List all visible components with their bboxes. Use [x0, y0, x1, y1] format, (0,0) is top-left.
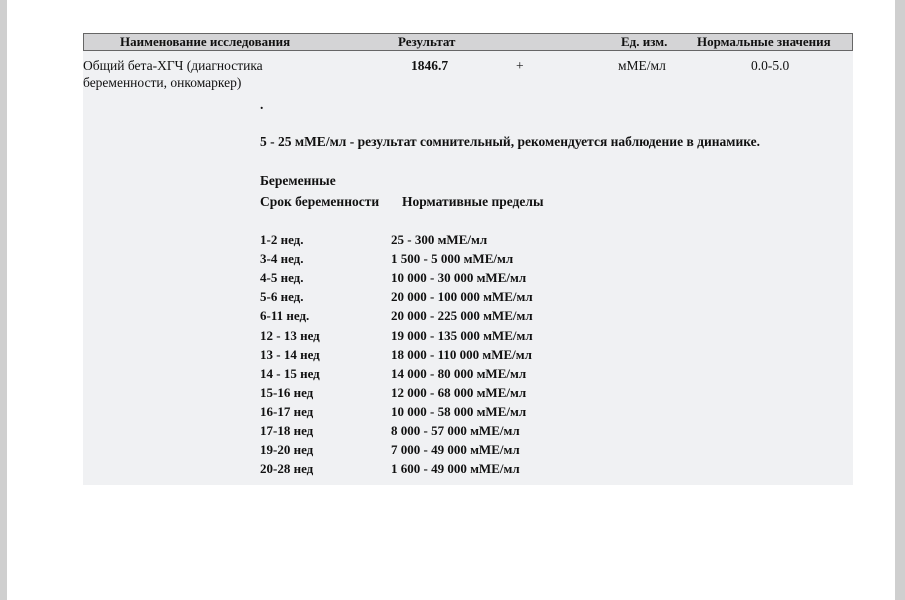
- range-limit: 25 - 300 мМЕ/мл: [391, 232, 488, 247]
- result-norm: 0.0-5.0: [751, 58, 790, 73]
- range-limit: 10 000 - 58 000 мМЕ/мл: [391, 403, 527, 419]
- range-limit: 20 000 - 225 000 мМЕ/мл: [391, 308, 533, 324]
- range-limit: 19 000 - 135 000 мМЕ/мл: [391, 327, 533, 343]
- header-name: Наименование исследования: [120, 34, 291, 49]
- range-limit: 1 600 - 49 000 мМЕ/мл: [391, 461, 520, 477]
- range-term: 20-28 нед: [260, 461, 314, 477]
- range-limit: 8 000 - 57 000 мМЕ/мл: [391, 423, 520, 438]
- range-limit: 14 000 - 80 000 мМЕ/мл: [391, 365, 527, 381]
- header-norm: Нормальные значения: [697, 34, 831, 49]
- result-flag: +: [516, 58, 524, 73]
- range-limit: 1 500 - 5 000 мМЕ/мл: [391, 251, 514, 267]
- range-term: 3-4 нед.: [260, 251, 304, 267]
- test-name-line1: Общий бета-ХГЧ (диагностика: [83, 58, 263, 73]
- range-term: 4-5 нед.: [260, 270, 304, 286]
- range-term: 16-17 нед: [260, 403, 314, 419]
- col-limits-header: Нормативные пределы: [402, 194, 544, 209]
- range-term: 1-2 нед.: [260, 232, 304, 247]
- range-limit: 18 000 - 110 000 мМЕ/мл: [391, 346, 532, 362]
- table-header: [83, 33, 853, 51]
- range-term: 14 - 15 нед: [260, 365, 320, 381]
- pregnant-title: Беременные: [260, 173, 336, 188]
- header-result: Результат: [398, 34, 456, 49]
- col-term-header: Срок беременности: [260, 194, 380, 209]
- range-term: 19-20 нед: [260, 442, 314, 458]
- test-name-line2: беременности, онкомаркер): [83, 75, 242, 90]
- doubtful-note: 5 - 25 мМЕ/мл - результат сомнительный, рекомендуется наблюдение в динамике.: [260, 134, 761, 149]
- result-value: 1846.7: [411, 58, 449, 73]
- range-limit: 7 000 - 49 000 мМЕ/мл: [391, 442, 520, 458]
- range-limit: 12 000 - 68 000 мМЕ/мл: [391, 384, 527, 400]
- range-limit: 20 000 - 100 000 мМЕ/мл: [391, 289, 533, 305]
- comment-dot: .: [260, 97, 264, 112]
- range-term: 12 - 13 нед: [260, 327, 320, 343]
- range-limit: 10 000 - 30 000 мМЕ/мл: [391, 270, 527, 286]
- range-term: 17-18 нед: [260, 423, 314, 438]
- range-term: 6-11 нед.: [260, 308, 310, 324]
- header-unit: Ед. изм.: [621, 34, 668, 49]
- result-unit: мМЕ/мл: [618, 58, 666, 73]
- range-term: 5-6 нед.: [260, 289, 304, 305]
- range-term: 13 - 14 нед: [260, 346, 320, 362]
- range-term: 15-16 нед: [260, 384, 314, 400]
